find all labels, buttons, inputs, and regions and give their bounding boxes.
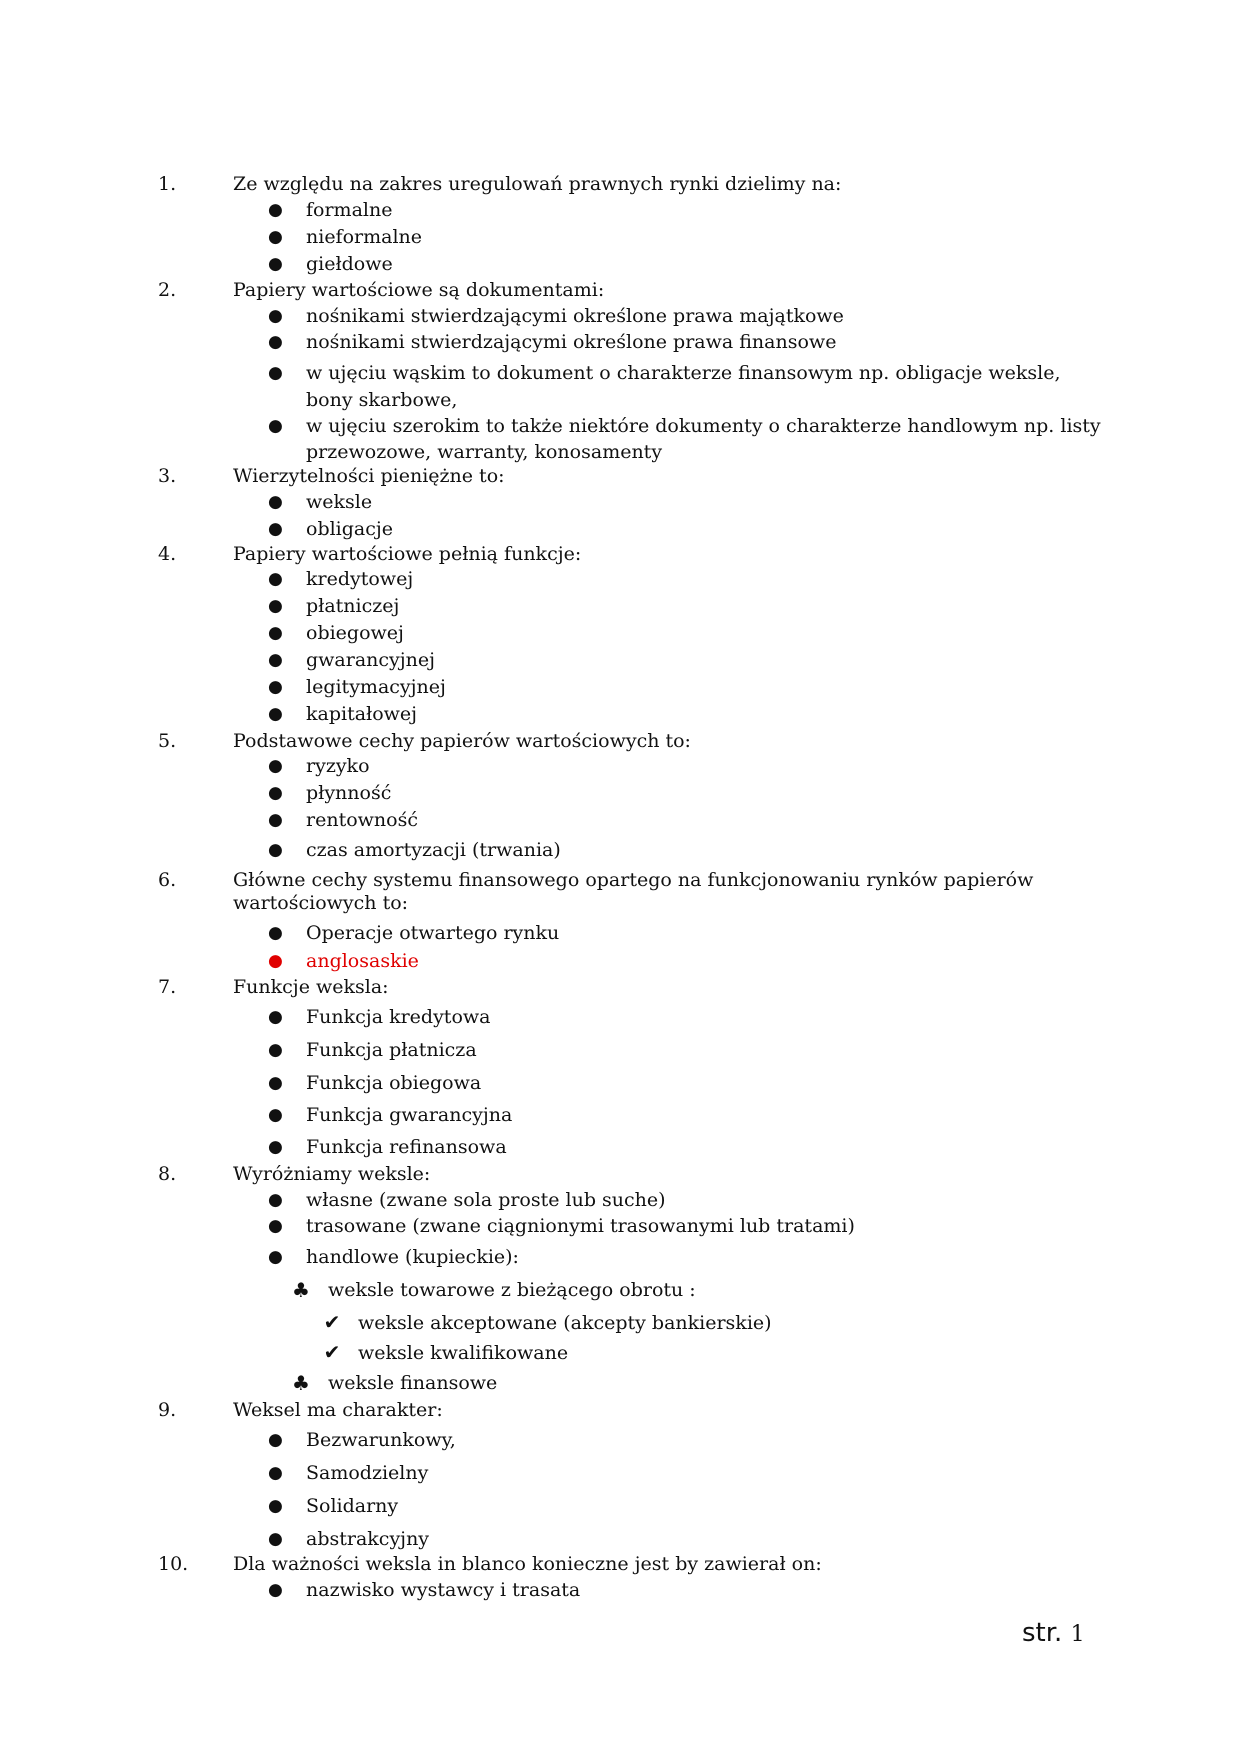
bullet-icon: ● bbox=[268, 1496, 283, 1516]
checkmark-icon: ✔ bbox=[323, 1310, 341, 1334]
list-item: giełdowe bbox=[306, 253, 393, 275]
page-footer bbox=[1022, 1618, 1085, 1650]
bullet-icon: ● bbox=[268, 951, 283, 971]
list-item: abstrakcyjny bbox=[306, 1528, 430, 1550]
bullet-icon: ● bbox=[268, 1105, 283, 1125]
list-item: kredytowej bbox=[306, 568, 414, 590]
list-item: Funkcja gwarancyjna bbox=[306, 1104, 513, 1126]
question-number: 3. bbox=[158, 465, 177, 487]
question-number: 6. bbox=[158, 869, 177, 891]
list-item: rentowność bbox=[306, 809, 418, 831]
bullet-icon: ● bbox=[268, 569, 283, 589]
list-item: gwarancyjnej bbox=[306, 649, 436, 671]
list-item: w ujęciu szerokim to także niektóre dokumenty o charakterze handlowym np. listy bbox=[306, 415, 1101, 437]
question-text: Papiery wartościowe pełnią funkcje: bbox=[233, 543, 582, 565]
bullet-icon: ● bbox=[268, 810, 283, 830]
list-item-highlighted: anglosaskie bbox=[306, 950, 419, 972]
bullet-icon: ● bbox=[268, 1430, 283, 1450]
question-text-continuation: wartościowych to: bbox=[233, 892, 409, 914]
bullet-icon: ● bbox=[268, 840, 283, 860]
club-icon: ♣ bbox=[292, 1278, 310, 1302]
question-text: Główne cechy systemu finansowego opartego na funkcjonowaniu rynków papierów bbox=[233, 869, 1034, 891]
checkmark-icon: ✔ bbox=[323, 1340, 341, 1364]
list-item-continuation: przewozowe, warranty, konosamenty bbox=[306, 441, 663, 463]
bullet-icon: ● bbox=[268, 1463, 283, 1483]
question-text: Weksel ma charakter: bbox=[233, 1399, 443, 1421]
bullet-icon: ● bbox=[268, 1040, 283, 1060]
list-item: obiegowej bbox=[306, 622, 404, 644]
list-item: handlowe (kupieckie): bbox=[306, 1246, 519, 1268]
bullet-icon: ● bbox=[268, 623, 283, 643]
bullet-icon: ● bbox=[268, 416, 283, 436]
sub-list-item: weksle finansowe bbox=[328, 1372, 498, 1394]
bullet-icon: ● bbox=[268, 1529, 283, 1549]
question-text: Dla ważności weksla in blanco konieczne jest by zawierał on: bbox=[233, 1553, 822, 1575]
bullet-icon: ● bbox=[268, 200, 283, 220]
club-icon: ♣ bbox=[292, 1371, 310, 1395]
question-number: 1. bbox=[158, 173, 177, 195]
bullet-icon: ● bbox=[268, 756, 283, 776]
question-number: 2. bbox=[158, 279, 177, 301]
sub-sub-list-item: weksle akceptowane (akcepty bankierskie) bbox=[358, 1312, 772, 1334]
list-item: czas amortyzacji (trwania) bbox=[306, 839, 561, 861]
list-item: formalne bbox=[306, 199, 393, 221]
question-text: Wyróżniamy weksle: bbox=[233, 1163, 431, 1185]
list-item: obligacje bbox=[306, 518, 394, 540]
bullet-icon: ● bbox=[268, 1137, 283, 1157]
list-item: weksle bbox=[306, 491, 373, 513]
bullet-icon: ● bbox=[268, 227, 283, 247]
bullet-icon: ● bbox=[268, 1007, 283, 1027]
bullet-icon: ● bbox=[268, 332, 283, 352]
question-text: Wierzytelności pieniężne to: bbox=[233, 465, 505, 487]
bullet-icon: ● bbox=[268, 783, 283, 803]
list-item: Bezwarunkowy, bbox=[306, 1429, 456, 1451]
list-item: Solidarny bbox=[306, 1495, 399, 1517]
list-item: ryzyko bbox=[306, 755, 370, 777]
list-item: Samodzielny bbox=[306, 1462, 429, 1484]
list-item: nośnikami stwierdzającymi określone prawa majątkowe bbox=[306, 305, 844, 327]
list-item-continuation: bony skarbowe, bbox=[306, 389, 458, 411]
list-item: nośnikami stwierdzającymi określone prawa finansowe bbox=[306, 331, 837, 353]
question-text: Papiery wartościowe są dokumentami: bbox=[233, 279, 605, 301]
bullet-icon: ● bbox=[268, 1580, 283, 1600]
question-text: Ze względu na zakres uregulowań prawnych rynki dzielimy na: bbox=[233, 173, 842, 195]
question-number: 10. bbox=[158, 1553, 189, 1575]
list-item: własne (zwane sola proste lub suche) bbox=[306, 1189, 666, 1211]
list-item: płynność bbox=[306, 782, 392, 804]
bullet-icon: ● bbox=[268, 1216, 283, 1236]
page-label: str. bbox=[1022, 1618, 1063, 1648]
question-number: 5. bbox=[158, 730, 177, 752]
list-item: nazwisko wystawcy i trasata bbox=[306, 1579, 581, 1601]
list-item: w ujęciu wąskim to dokument o charakterze finansowym np. obligacje weksle, bbox=[306, 362, 1061, 384]
question-text: Podstawowe cechy papierów wartościowych to: bbox=[233, 730, 691, 752]
bullet-icon: ● bbox=[268, 596, 283, 616]
bullet-icon: ● bbox=[268, 254, 283, 274]
list-item: kapitałowej bbox=[306, 703, 418, 725]
list-item: Operacje otwartego rynku bbox=[306, 922, 560, 944]
bullet-icon: ● bbox=[268, 650, 283, 670]
sub-list-item: weksle towarowe z bieżącego obrotu : bbox=[328, 1279, 696, 1301]
bullet-icon: ● bbox=[268, 1247, 283, 1267]
question-text: Funkcje weksla: bbox=[233, 976, 389, 998]
list-item: Funkcja płatnicza bbox=[306, 1039, 477, 1061]
list-item: Funkcja obiegowa bbox=[306, 1072, 482, 1094]
bullet-icon: ● bbox=[268, 1073, 283, 1093]
question-number: 9. bbox=[158, 1399, 177, 1421]
bullet-icon: ● bbox=[268, 1190, 283, 1210]
list-item: nieformalne bbox=[306, 226, 423, 248]
question-number: 8. bbox=[158, 1163, 177, 1185]
list-item: Funkcja kredytowa bbox=[306, 1006, 491, 1028]
bullet-icon: ● bbox=[268, 363, 283, 383]
list-item: płatniczej bbox=[306, 595, 400, 617]
question-number: 7. bbox=[158, 976, 177, 998]
page-number: 1 bbox=[1070, 1622, 1085, 1647]
list-item: trasowane (zwane ciągnionymi trasowanymi lub tratami) bbox=[306, 1215, 855, 1237]
bullet-icon: ● bbox=[268, 677, 283, 697]
bullet-icon: ● bbox=[268, 519, 283, 539]
sub-sub-list-item: weksle kwalifikowane bbox=[358, 1342, 569, 1364]
bullet-icon: ● bbox=[268, 923, 283, 943]
bullet-icon: ● bbox=[268, 704, 283, 724]
list-item: legitymacyjnej bbox=[306, 676, 446, 698]
question-number: 4. bbox=[158, 543, 177, 565]
list-item: Funkcja refinansowa bbox=[306, 1136, 507, 1158]
bullet-icon: ● bbox=[268, 306, 283, 326]
bullet-icon: ● bbox=[268, 492, 283, 512]
